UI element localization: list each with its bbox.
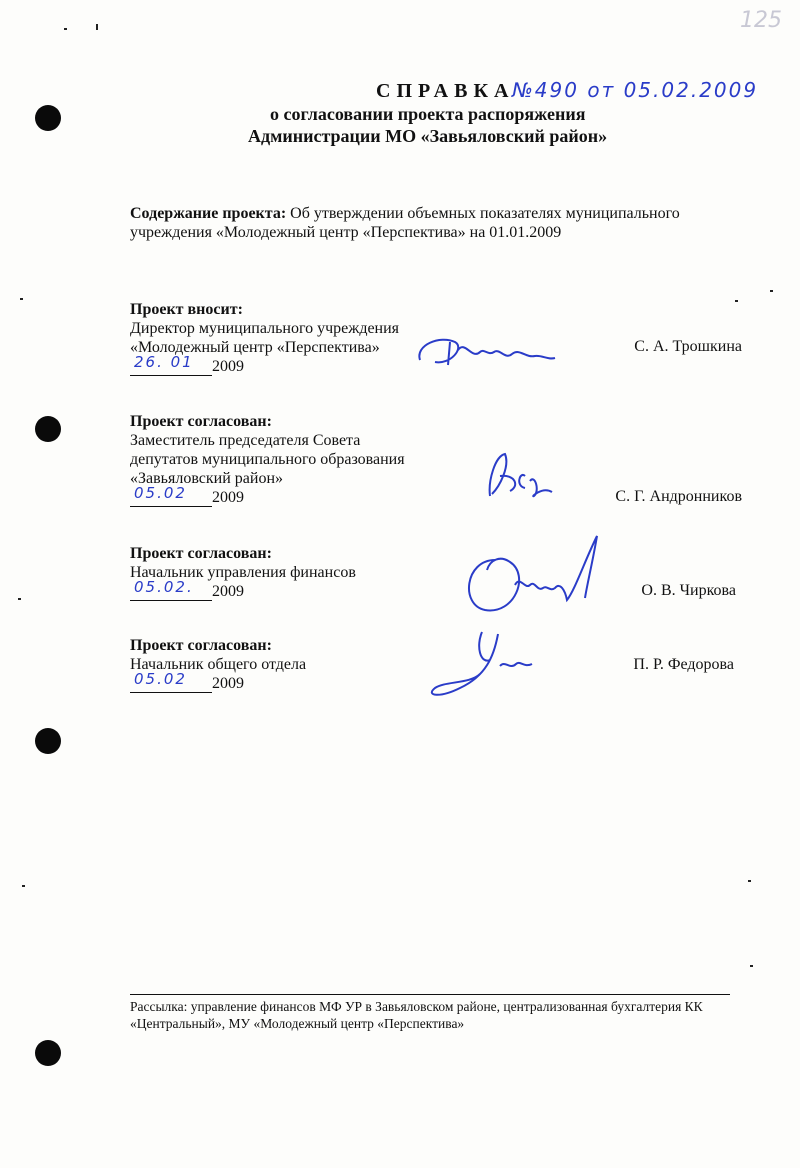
punch-hole xyxy=(35,416,61,442)
signature-fedorova xyxy=(420,626,540,706)
section-submitter xyxy=(130,300,399,376)
position-line: «Завьяловский район» xyxy=(130,470,283,487)
signatory-name: П. Р. Федорова xyxy=(633,656,734,673)
distribution-line-2: «Центральный», МУ «Молодежный центр «Перспектива» xyxy=(130,1016,465,1031)
date-handwritten: 05.02 xyxy=(134,484,187,502)
date-handwritten: 26. 01 xyxy=(134,353,194,371)
distribution-line-1: Рассылка: управление финансов МФ УР в Завьяловском районе, централизованная бухгалтерия КК xyxy=(130,999,703,1014)
signature-andronnikov xyxy=(470,446,560,506)
date-handwritten: 05.02 xyxy=(134,670,187,688)
section-approval-finance xyxy=(130,544,356,601)
position-line: Начальник общего отдела xyxy=(130,656,307,673)
speck xyxy=(22,885,25,887)
position-line: «Молодежный центр «Перспектива» xyxy=(130,339,380,356)
position-line: Заместитель председателя Совета xyxy=(130,432,361,449)
punch-hole xyxy=(35,1040,61,1066)
section-heading: Проект согласован: xyxy=(130,545,272,562)
document-title: СПРАВКА xyxy=(376,80,515,102)
date-field xyxy=(130,670,212,693)
position-line: Начальник управления финансов xyxy=(130,564,356,581)
speck xyxy=(750,965,753,967)
signature-troshkina xyxy=(410,330,560,380)
speck xyxy=(748,880,751,882)
speck xyxy=(20,298,23,300)
signatory-name: С. А. Трошкина xyxy=(634,338,742,355)
signatory-name: С. Г. Андронников xyxy=(615,488,742,505)
footer-divider xyxy=(130,994,730,995)
section-approval-general xyxy=(130,636,306,693)
punch-hole xyxy=(35,728,61,754)
signatory-name: О. В. Чиркова xyxy=(641,582,736,599)
date-handwritten: 05.02. xyxy=(134,578,194,596)
document-subtitle-2: Администрации МО «Завьяловский район» xyxy=(248,126,608,146)
registration-note: №490 от 05.02.2009 xyxy=(512,78,759,102)
speck xyxy=(64,28,67,30)
date-year: 2009 xyxy=(212,583,244,600)
section-heading: Проект согласован: xyxy=(130,413,272,430)
section-heading: Проект вносит: xyxy=(130,301,243,318)
signature-chirkova xyxy=(455,530,605,620)
section-approval-council xyxy=(130,412,405,507)
content-text-2: учреждения «Молодежный центр «Перспектива» на 01.01.2009 xyxy=(130,224,562,241)
page-stamp: 125 xyxy=(740,8,782,33)
date-year: 2009 xyxy=(212,675,244,692)
date-field xyxy=(130,484,212,507)
speck xyxy=(18,598,21,600)
speck xyxy=(96,24,98,30)
date-field xyxy=(130,578,212,601)
content-text-1: Об утверждении объемных показателях муниципального xyxy=(290,205,680,222)
speck xyxy=(770,290,773,292)
section-heading: Проект согласован: xyxy=(130,637,272,654)
position-line: депутатов муниципального образования xyxy=(130,451,405,468)
speck xyxy=(735,300,738,302)
position-line: Директор муниципального учреждения xyxy=(130,320,400,337)
date-year: 2009 xyxy=(212,489,244,506)
date-year: 2009 xyxy=(212,358,244,375)
distribution-list xyxy=(130,998,740,1032)
punch-hole xyxy=(35,105,61,131)
project-content xyxy=(130,204,742,242)
date-field xyxy=(130,353,212,376)
content-label: Содержание проекта: xyxy=(130,205,287,222)
document-subtitle-1: о согласовании проекта распоряжения xyxy=(270,104,586,124)
